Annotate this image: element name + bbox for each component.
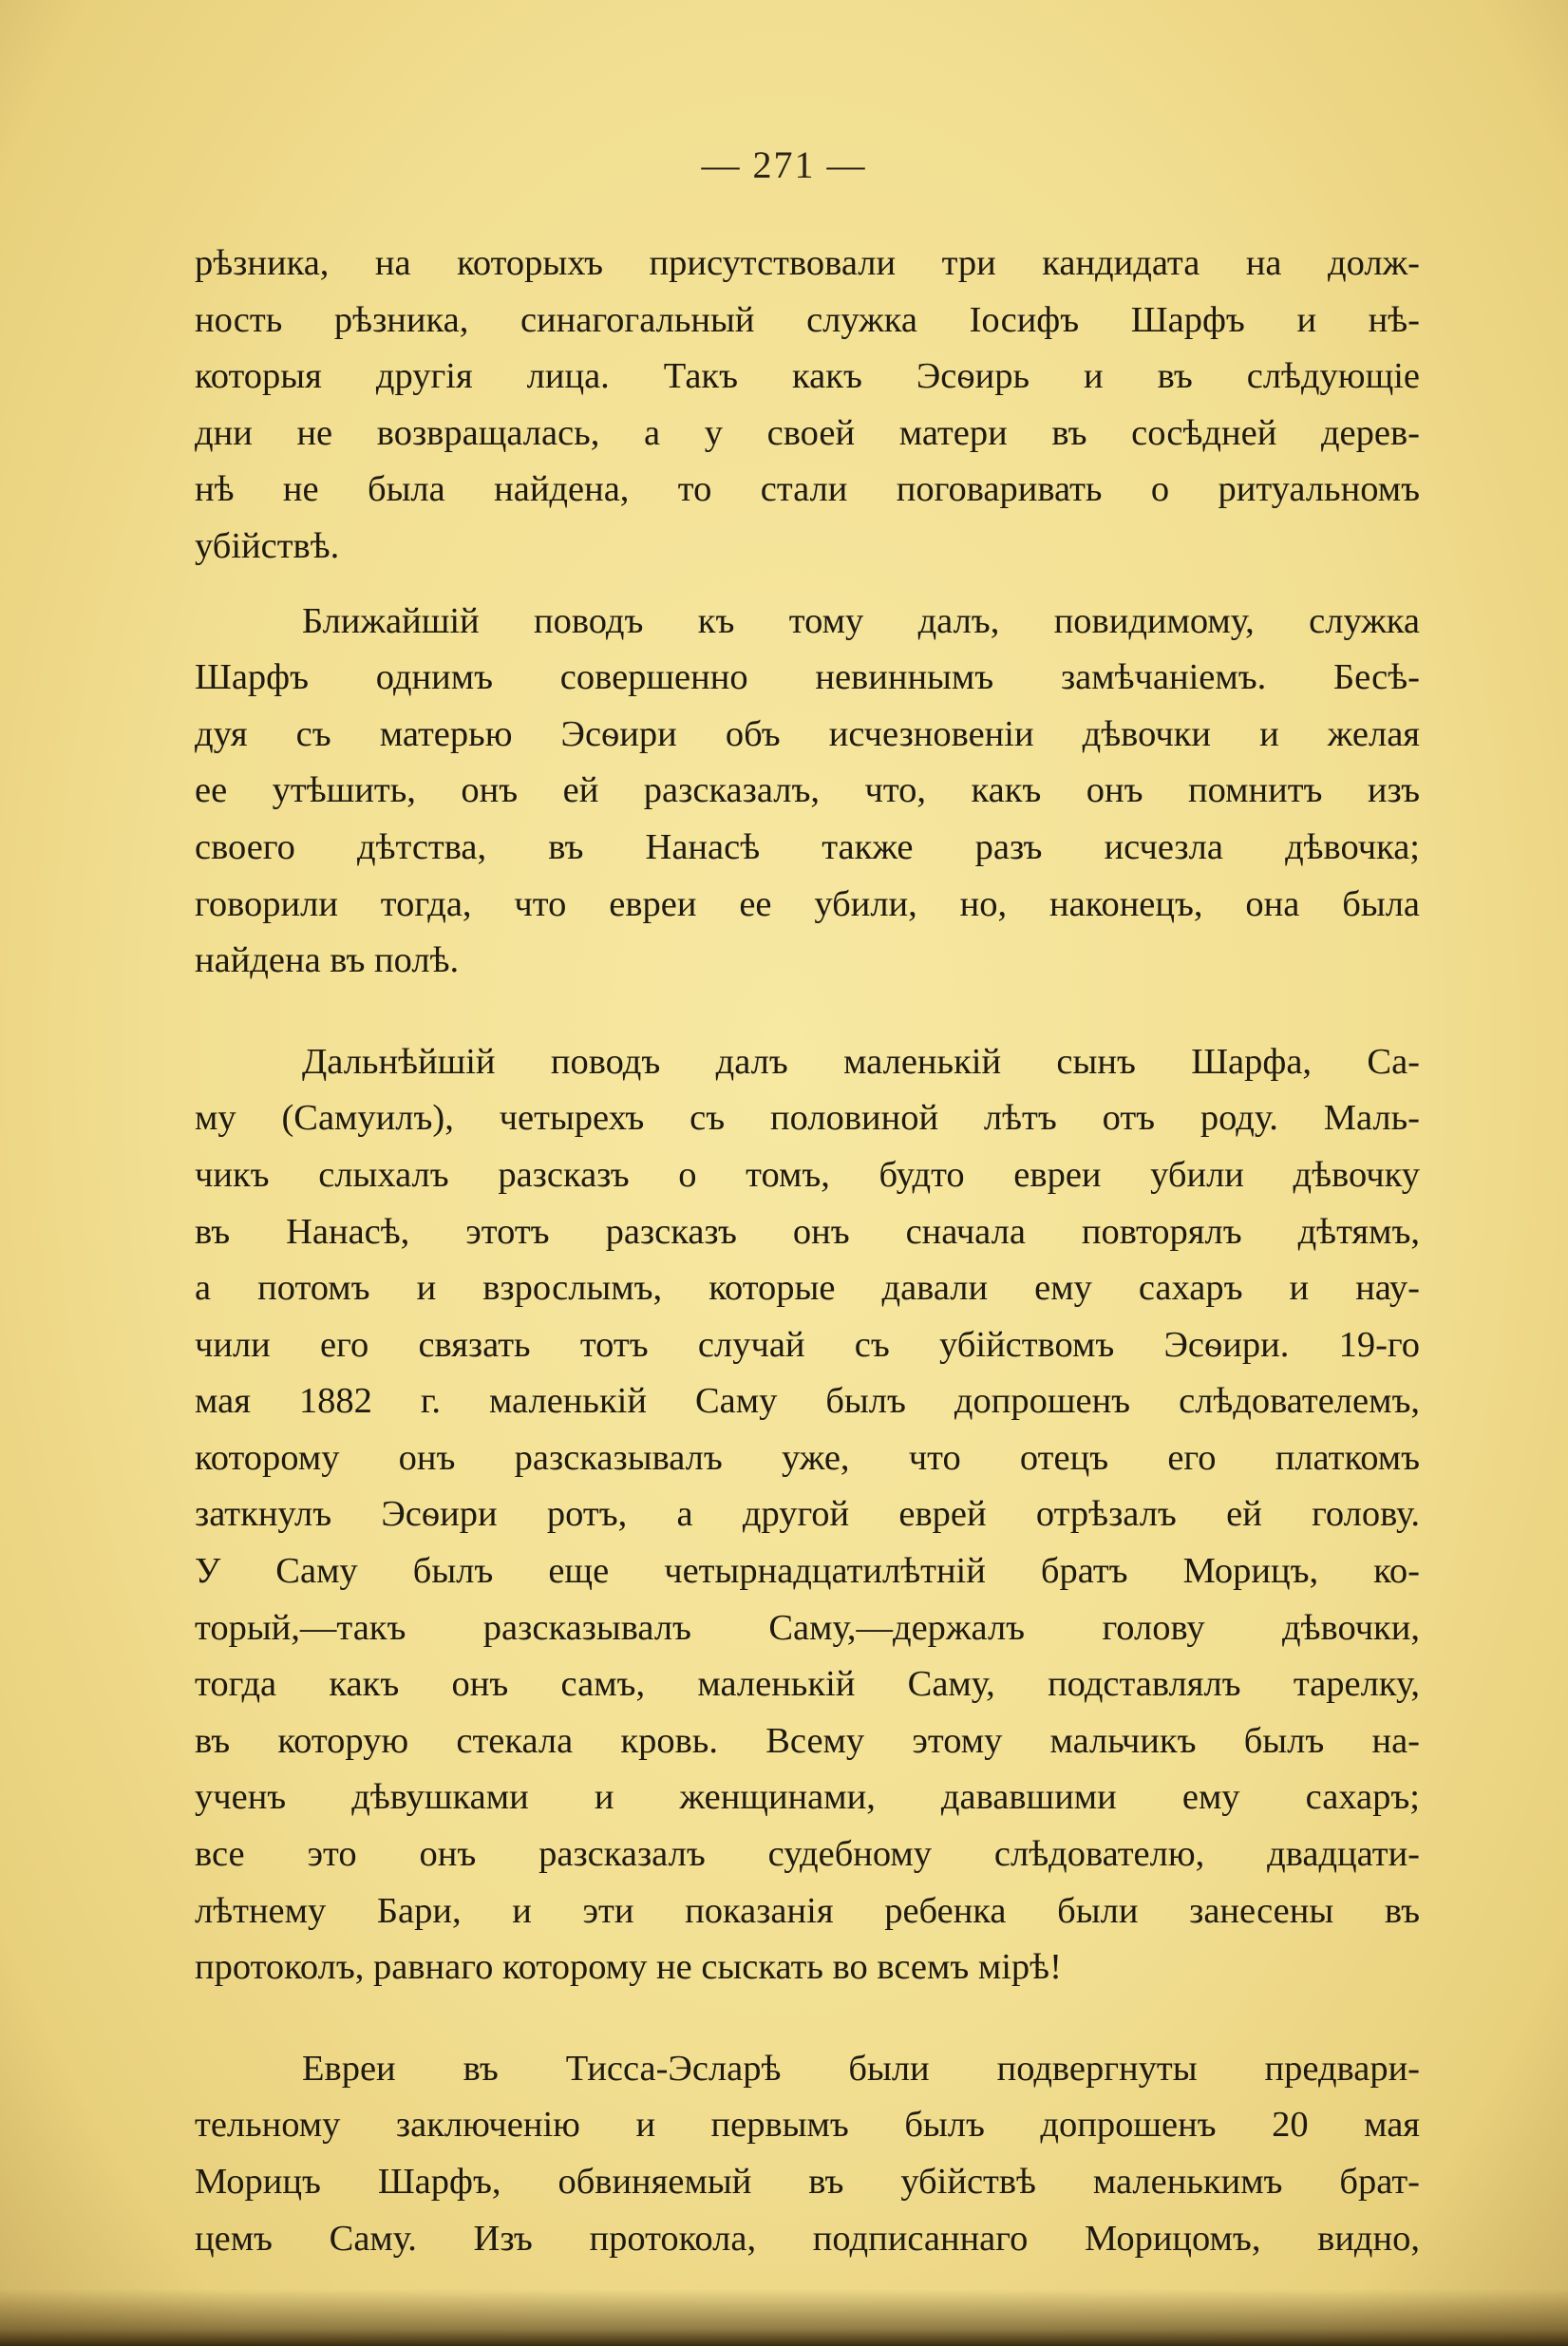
text-line: говорили тогда, что евреи ее убили, но, наконецъ, она была [195, 883, 1420, 924]
text-line: Ближайшій поводъ къ тому далъ, повидимому, служка [302, 600, 1420, 641]
text-line: тогда какъ онъ самъ, маленькій Саму, подставлялъ тарелку, [195, 1664, 1420, 1705]
text-line: своего дѣтства, въ Нанасѣ также разъ исчезла дѣвочка; [195, 826, 1420, 867]
text-line: убійствѣ. [195, 525, 340, 566]
text-line: заткнулъ Эсѳири ротъ, а другой еврей отрѣзалъ ей голову. [195, 1494, 1420, 1535]
paragraph-1 [195, 236, 1420, 576]
text-line: все это онъ разсказалъ судебному слѣдователю, двадцати- [195, 1834, 1420, 1875]
text-line: Морицъ Шарфъ, обвиняемый въ убійствѣ маленькимъ брат- [195, 2162, 1420, 2202]
text-line: которыя другія лица. Такъ какъ Эсѳирь и въ слѣдующіе [195, 356, 1420, 397]
text-line: цемъ Саму. Изъ протокола, подписаннаго Морицомъ, видно, [195, 2218, 1420, 2259]
text-line: дни не возвращалась, а у своей матери въ сосѣдней дерев- [195, 412, 1420, 453]
text-line: нѣ не была найдена, то стали поговаривать о ритуальномъ [195, 469, 1420, 510]
page-number: — 271 — [701, 143, 867, 186]
text-line: найдена въ полѣ. [195, 940, 460, 981]
text-line: Дальнѣйшій поводъ далъ маленькій сынъ Шарфа, Са- [302, 1041, 1420, 1082]
text-line: дуя съ матерью Эсѳири объ исчезновеніи дѣвочки и желая [195, 713, 1420, 754]
text-line: ученъ дѣвушками и женщинами, дававшими ему сахаръ; [195, 1777, 1420, 1818]
text-line: лѣтнему Бари, и эти показанія ребенка были занесены въ [195, 1890, 1420, 1931]
text-line: которому онъ разсказывалъ уже, что отецъ его платкомъ [195, 1437, 1420, 1478]
text-line: въ которую стекала кровь. Всему этому мальчикъ былъ на- [195, 1720, 1420, 1761]
text-line: чикъ слыхалъ разсказъ о томъ, будто евреи убили дѣвочку [195, 1154, 1420, 1195]
paragraph-4 [195, 2041, 1420, 2267]
text-line: Евреи въ Тисса-Эсларѣ были подвергнуты предвари- [302, 2048, 1420, 2089]
text-line: ее утѣшить, онъ ей разсказалъ, что, какъ онъ помнитъ изъ [195, 770, 1420, 811]
text-line: чили его связать тотъ случай съ убійствомъ Эсѳири. 19-го [195, 1324, 1420, 1365]
paragraph-2 [195, 594, 1420, 990]
text-line: торый,—такъ разсказывалъ Саму,—держалъ голову дѣвочки, [195, 1607, 1420, 1648]
text-line: а потомъ и взрослымъ, которые давали ему сахаръ и нау- [195, 1268, 1420, 1309]
text-line: рѣзника, на которыхъ присутствовали три кандидата на долж- [195, 243, 1420, 283]
body-text [195, 236, 1420, 2267]
text-line: протоколъ, равнаго которому не сыскать во всемъ мірѣ! [195, 1947, 1062, 1988]
text-line: тельному заключенію и первымъ былъ допрошенъ 20 мая [195, 2105, 1420, 2146]
text-line: ность рѣзника, синагогальный служка Іосифъ Шарфъ и нѣ- [195, 299, 1420, 340]
paragraph-3 [195, 1034, 1420, 1996]
text-line: мая 1882 г. маленькій Саму былъ допрошенъ слѣдователемъ, [195, 1381, 1420, 1422]
text-line: му (Самуилъ), четырехъ съ половиной лѣтъ отъ роду. Маль- [195, 1098, 1420, 1139]
text-line: У Саму былъ еще четырнадцатилѣтній братъ Морицъ, ко- [195, 1551, 1420, 1592]
text-line: въ Нанасѣ, этотъ разсказъ онъ сначала повторялъ дѣтямъ, [195, 1211, 1420, 1252]
text-line: Шарфъ однимъ совершенно невиннымъ замѣчаніемъ. Бесѣ- [195, 657, 1420, 698]
